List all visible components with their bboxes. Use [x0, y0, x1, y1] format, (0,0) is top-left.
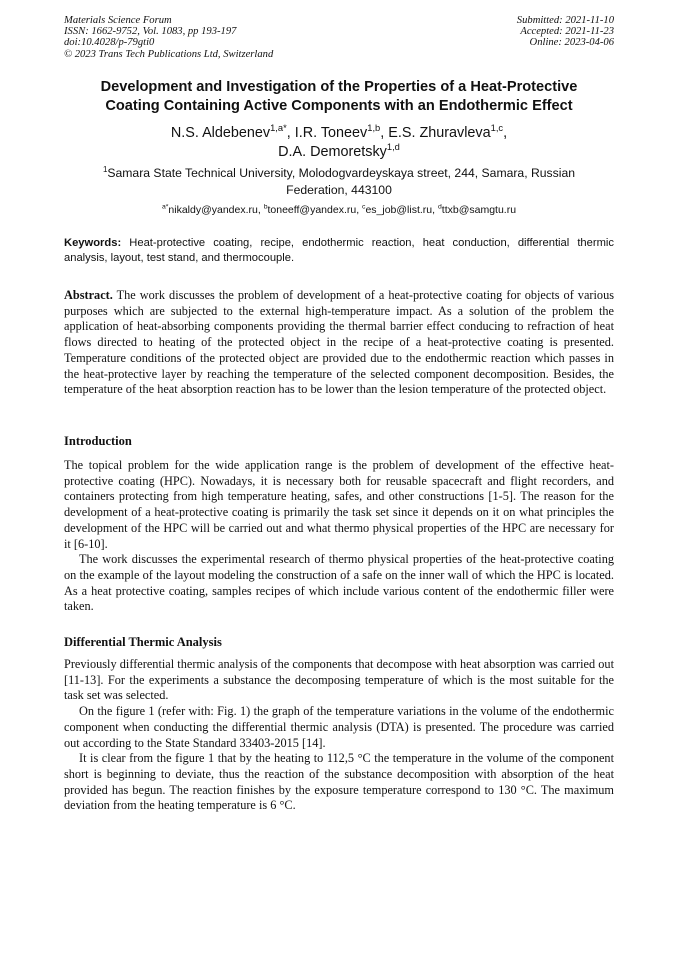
email-link[interactable]: ttxb@samgtu.ru [441, 204, 517, 216]
journal-copyright: © 2023 Trans Tech Publications Ltd, Switzerland [64, 48, 274, 60]
journal-name: Materials Science Forum [64, 15, 172, 26]
author-separator: , [503, 125, 508, 141]
journal-doi[interactable]: doi:10.4028/p-79gti0 [64, 37, 155, 49]
section-heading-introduction: Introduction [64, 434, 132, 448]
affiliation [84, 165, 594, 198]
paragraph: The topical problem for the wide application range is the problem of development of the effective heat-protective coating (HPC). Nowadays, it is necessary both for reusable spacecraft and flight recorders, and containers protecting from high temperature heating, safes, and other constructions [1-5]. The reason for the development of a heat-protective coating is primarily the task set since it depends on it on what principles the development of the HPC will be carried out and what thermo physical properties of the HPC are necessary for it [6-10]. [64, 458, 614, 551]
author-name: N.S. Aldebenev [170, 125, 271, 141]
author-name: I.R. Toneev [294, 125, 368, 141]
dta-body [64, 657, 614, 814]
paper-title [64, 78, 614, 115]
affiliation-mark: 1 [102, 164, 108, 174]
paragraph: On the figure 1 (refer with: Fig. 1) the graph of the temperature variations in the volume of the endothermic component when conducting the differential thermic analysis (DTA) is presented. The procedure was carried out according to the State Standard 33403-2015 [14]. [64, 704, 614, 750]
email-link[interactable]: nikaldy@yandex.ru [168, 204, 258, 216]
author-affiliation-mark: 1,d [386, 142, 400, 153]
date-submitted: Submitted: 2021-11-10 [516, 15, 614, 26]
email-separator: , [432, 204, 438, 216]
author-separator: , [380, 125, 389, 141]
email-mark: b [263, 203, 268, 211]
author-affiliation-mark: 1,a* [270, 123, 287, 134]
introduction-body [64, 458, 614, 615]
title-line-1: Development and Investigation of the Properties of a Heat-Protective [100, 79, 578, 95]
email-mark: d [437, 203, 442, 211]
author-list [64, 124, 614, 162]
keywords [64, 236, 614, 267]
date-accepted: Accepted: 2021-11-23 [520, 26, 614, 38]
paragraph: Previously differential thermic analysis of the components that decompose with heat absorption was carried out [11-13]. For the experiments a substance the decomposing temperature of which is the most suitable for the task set was selected. [64, 657, 614, 703]
keywords-text: Heat-protective coating, recipe, endothermic reaction, heat conduction, differential thermic analysis, layout, test stand, and thermocouple. [64, 237, 614, 265]
keywords-label: Keywords: [64, 237, 122, 249]
email-link[interactable]: es_job@list.ru [365, 204, 433, 216]
email-mark: a* [161, 203, 169, 211]
author-separator: , [286, 125, 295, 141]
paragraph: The work discusses the experimental research of thermo physical properties of the heat-protective coating on the example of the layout modeling the construction of a safe on the inner wall of which the HPC is located. As a heat protective coating, samples recipes of which include various content of the endothermic filler were taken. [64, 552, 614, 614]
author-affiliation-mark: 1,c [490, 123, 504, 134]
author-name: E.S. Zhuravleva [388, 125, 491, 141]
affiliation-text: Samara State Technical University, Molodogvardeyskaya street, 244, Samara, Russian Federation, 443100 [107, 166, 576, 197]
publication-dates [517, 15, 614, 49]
email-separator: , [356, 204, 363, 216]
email-mark: c [362, 203, 366, 211]
author-affiliation-mark: 1,b [367, 123, 381, 134]
email-separator: , [257, 204, 264, 216]
abstract-text: The work discusses the problem of development of a heat-protective coating for objects of various purposes which are subjected to the external high-temperature impact. As a solution of the problem the application of heat-absorbing components providing the thermal barrier effect conducing to refraction of heat flows directed to heating of the protected object in the recipe of a heat-protective coating is presented. Temperature conditions of the protected object are provided due to the endothermic reaction which passes in the heat-protective layer by reaching the temperature of the selected component decomposition. Besides, the temperature of the heat absorption reaction has to be lower than the lesion temperature of the protected object. [64, 288, 614, 397]
journal-issn: ISSN: 1662-9752, Vol. 1083, pp 193-197 [64, 26, 237, 38]
email-link[interactable]: toneeff@yandex.ru [267, 204, 357, 216]
author-emails [64, 203, 614, 217]
section-heading-dta: Differential Thermic Analysis [64, 635, 222, 649]
paragraph: It is clear from the figure 1 that by the heating to 112,5 °C the temperature in the volume of the component short is beginning to deviate, thus the reaction of the substance decomposition with absorption of the heat provided has begun. The reaction finishes by the exposure temperature correspond to 130 °C. The maximum deviation from the heating temperature is 6 °C. [64, 751, 614, 813]
journal-info [64, 15, 273, 60]
author-name: D.A. Demoretsky [278, 144, 387, 160]
abstract-label: Abstract. [64, 288, 113, 302]
date-online: Online: 2023-04-06 [529, 37, 614, 49]
abstract [64, 288, 614, 398]
title-line-2: Coating Containing Active Components with an Endothermic Effect [105, 97, 573, 114]
